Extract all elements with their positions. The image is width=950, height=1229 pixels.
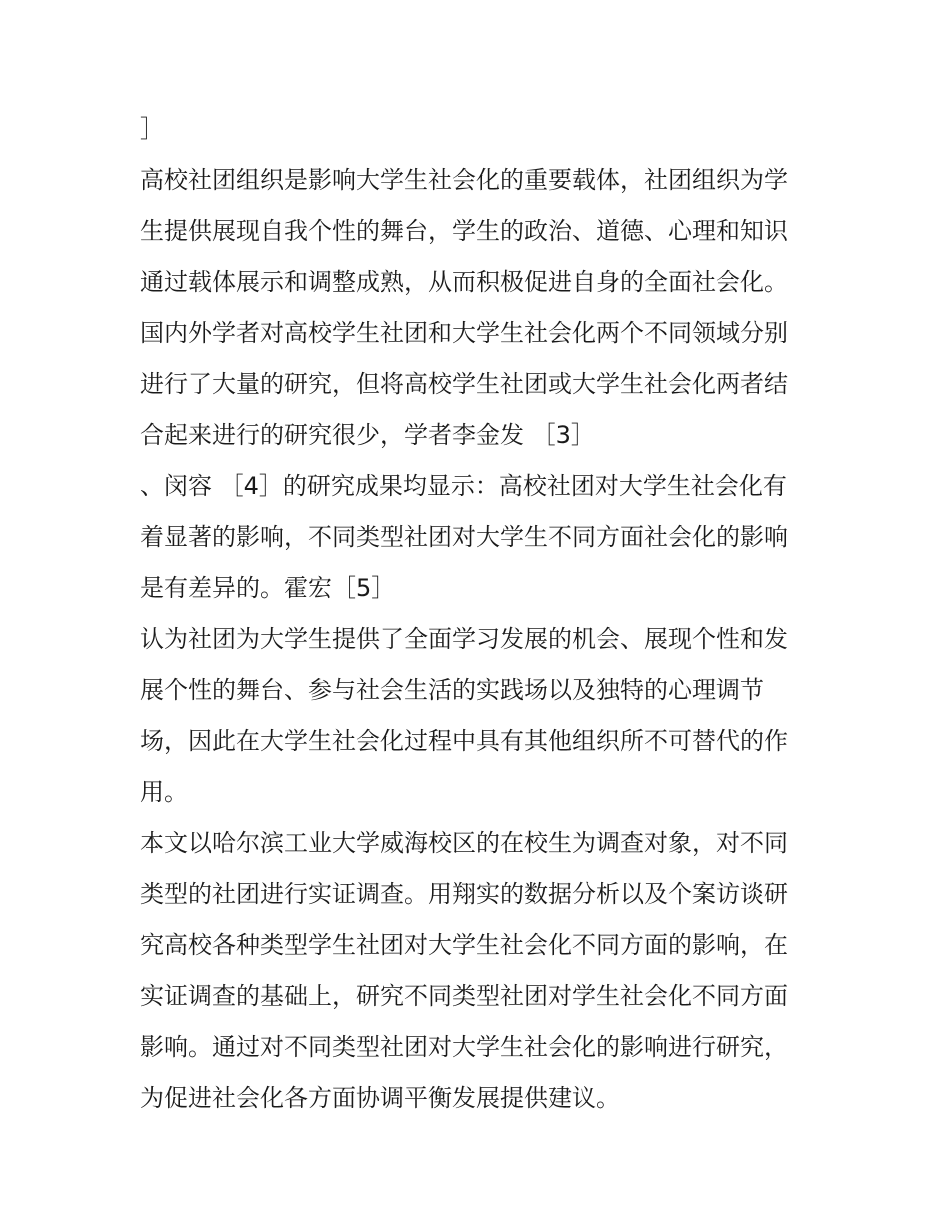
text-line: 场，因此在大学生社会化过程中具有其他组织所不可替代的作 [140,727,788,755]
text-line: 认为社团为大学生提供了全面学习发展的机会、展现个性和发 [140,625,788,653]
text-line: 究高校各种类型学生社团对大学生社会化不同方面的影响，在 [140,931,788,959]
text-line: 生提供展现自我个性的舞台，学生的政治、道德、心理和知识 [140,217,788,245]
text-line: 着显著的影响，不同类型社团对大学生不同方面社会化的影响 [140,523,788,551]
text-line: 影响。通过对不同类型社团对大学生社会化的影响进行研究， [140,1033,788,1061]
text-line: 实证调查的基础上，研究不同类型社团对学生社会化不同方面 [140,982,788,1010]
text-line: 为促进社会化各方面协调平衡发展提供建议。 [140,1084,620,1112]
text-line: 、闵容 ［4］的研究成果均显示：高校社团对大学生社会化有 [140,472,787,500]
text-line: 类型的社团进行实证调查。用翔实的数据分析以及个案访谈研 [140,880,788,908]
text-line: 展个性的舞台、参与社会生活的实践场以及独特的心理调节 [140,676,764,704]
text-line: ］ [140,115,164,143]
text-line: 本文以哈尔滨工业大学威海校区的在校生为调查对象，对不同 [140,829,788,857]
text-line: 通过载体展示和调整成熟，从而积极促进自身的全面社会化。 [140,268,788,296]
text-line: 进行了大量的研究，但将高校学生社团或大学生社会化两者结 [140,370,788,398]
text-line: 国内外学者对高校学生社团和大学生社会化两个不同领域分别 [140,319,788,347]
text-line: 是有差异的。霍宏［5］ [140,574,396,602]
text-line: 合起来进行的研究很少，学者李金发 ［3］ [140,421,595,449]
text-line: 用。 [140,778,188,806]
text-line: 高校社团组织是影响大学生社会化的重要载体，社团组织为学 [140,166,788,194]
body-text [140,104,820,1124]
